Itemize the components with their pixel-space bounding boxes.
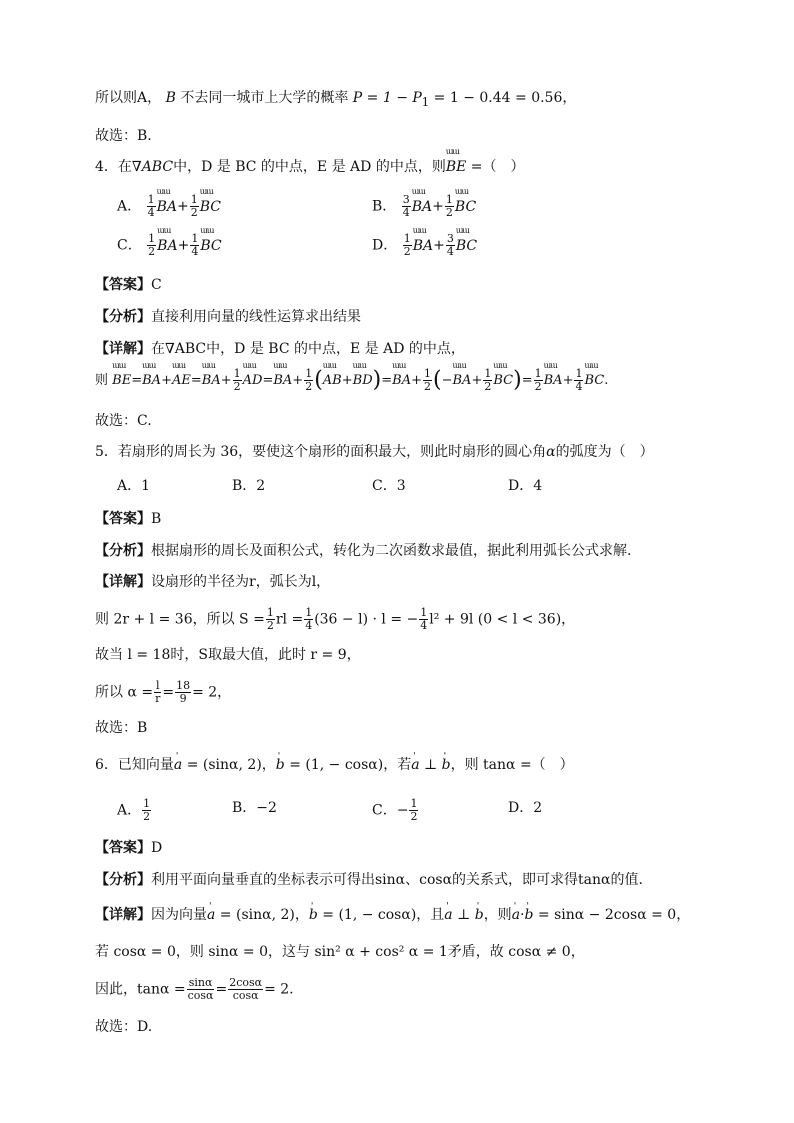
- q6-detail-a5: = sinα − 2cosα = 0，: [533, 907, 691, 923]
- vec-a: ' a: [411, 755, 419, 775]
- eq: =: [131, 373, 143, 388]
- den: 2: [148, 245, 156, 258]
- frac: [409, 798, 418, 823]
- vec: ɯɯ BA: [142, 371, 161, 391]
- frac: [304, 607, 313, 632]
- q4-opt-d-label: D．: [372, 237, 398, 254]
- den: 2: [410, 810, 418, 823]
- q4-stem-tri: ∇ABC: [131, 159, 174, 175]
- analysis-tag: 【分析】: [95, 872, 151, 888]
- q5-stem-text: 5．若扇形的周长为 36，要使这个扇形的面积最大，则此时扇形的圆心角: [95, 444, 547, 460]
- plus: +: [176, 198, 189, 215]
- q6-detail-a2: = (sinα, 2)，: [215, 907, 309, 923]
- num: 1: [266, 606, 274, 619]
- den: 4: [575, 380, 583, 393]
- prev-answer: 故选：B.: [95, 128, 152, 144]
- den: 9: [179, 692, 187, 705]
- frac: [233, 368, 242, 393]
- num: 2cosα: [229, 976, 263, 989]
- num: 1: [403, 232, 411, 245]
- detail-tag: 【详解】: [95, 341, 151, 357]
- q5-alpha-a: 所以 α =: [95, 684, 154, 701]
- answer-value: D: [151, 840, 163, 856]
- den: 4: [446, 245, 454, 258]
- prev-formula-sub: 1: [421, 94, 430, 109]
- q6-analysis: [95, 870, 643, 890]
- q4-detail: [95, 339, 465, 359]
- den: 4: [420, 619, 428, 632]
- den: cosα: [232, 989, 259, 1002]
- answer-tag: 【答案】: [95, 277, 151, 293]
- plus: +: [432, 198, 444, 215]
- analysis-text: 直接利用向量的线性运算求出结果: [151, 309, 361, 325]
- detail-tag: 【详解】: [95, 907, 151, 923]
- q6-answer: [95, 838, 162, 858]
- paren-close: ): [372, 367, 382, 393]
- vec-b: ' b: [276, 755, 285, 775]
- vec: ɯɯ BA: [413, 236, 433, 256]
- plus: +: [161, 373, 172, 388]
- q6-detail-a4: ，则: [483, 907, 512, 923]
- frac: [142, 798, 151, 823]
- answer-value: C: [151, 277, 162, 293]
- den: 2: [305, 380, 313, 393]
- frac: [423, 368, 432, 393]
- num: 1: [143, 797, 151, 810]
- vec: ɯɯ BA: [273, 371, 292, 391]
- q5-option-c: C．3: [372, 478, 406, 494]
- plus: +: [411, 373, 422, 388]
- q6-opt-c-label: C．−: [372, 802, 409, 819]
- frac: [483, 368, 492, 393]
- den: cosα: [187, 989, 214, 1002]
- q6-tan-prefix: 因此，tanα =: [95, 981, 186, 998]
- analysis-tag: 【分析】: [95, 543, 151, 559]
- detail-tag: 【详解】: [95, 574, 151, 590]
- den: 4: [147, 206, 155, 219]
- vec: ɯɯ AD: [243, 371, 263, 391]
- den: 4: [402, 206, 410, 219]
- q6-stem: [95, 755, 574, 775]
- plus: +: [341, 373, 353, 388]
- frac: [304, 368, 313, 393]
- q4-stem: [95, 157, 525, 177]
- q5-answer: [95, 509, 161, 529]
- den: 2: [403, 245, 411, 258]
- num: 1: [190, 193, 198, 206]
- plus: +: [471, 373, 483, 388]
- q4-option-a: [117, 194, 221, 219]
- frac: [147, 233, 156, 258]
- plus: +: [433, 237, 445, 254]
- q4-final-answer: 故选：C.: [95, 413, 152, 429]
- den: 2: [143, 810, 151, 823]
- q4-option-b: [372, 194, 476, 219]
- q6-stem-e: ，则 tanα =（ ）: [450, 757, 574, 773]
- q6-detail: 【详解】因为向量' a = (sinα, 2)，' b = (1, − cosα)，且' a ⊥ ' b，则' a·' b = sinα − 2cosα = 0，: [95, 905, 690, 925]
- analysis-text: 利用平面向量垂直的坐标表示可得出sinα、cosα的关系式，即可求得tanα的值.: [151, 872, 643, 888]
- q4-opt-c-label: C．: [117, 237, 142, 254]
- detail-text: 在∇ABC中，D 是 BC 的中点，E 是 AD 的中点，: [151, 341, 465, 357]
- q6-option-d: D．2: [508, 800, 543, 816]
- frac: [190, 194, 199, 219]
- q4-opt-a-label: A．: [117, 198, 142, 215]
- q5-formula-b: rl =: [275, 611, 304, 628]
- num: sinα: [187, 977, 215, 990]
- q4-option-c: [117, 233, 222, 258]
- q6-perp: ⊥: [419, 757, 442, 773]
- q6-opt-a-label: A．: [117, 802, 142, 819]
- detail-text: 设扇形的半径为r，弧长为l，: [151, 574, 331, 590]
- num: 1: [148, 232, 156, 245]
- vec: ɯɯ BA: [392, 371, 411, 391]
- eq: =: [381, 373, 393, 388]
- den: 4: [191, 245, 199, 258]
- q5-option-a: A．1: [117, 478, 151, 494]
- num: 3: [402, 193, 410, 206]
- vec: ɯɯ AE: [172, 371, 191, 391]
- q5-formula-d: l² + 9l (0 < l < 36)，: [429, 611, 576, 628]
- den: 2: [233, 380, 241, 393]
- q4-stem-c: D 是 BC 的中点，E 是 AD 的中点，则: [201, 159, 446, 175]
- q5-alpha-end: = 2，: [192, 684, 232, 701]
- q6-option-b: B．−2: [232, 800, 277, 816]
- plus: +: [177, 237, 190, 254]
- vec: ɯɯ BC: [456, 236, 477, 256]
- vec: ɯɯ BA: [157, 197, 177, 217]
- q6-tan-end: = 2.: [264, 981, 294, 998]
- vec-a: ' a: [207, 905, 215, 925]
- num: l: [155, 679, 160, 692]
- eq: =: [162, 684, 175, 701]
- frac: [574, 368, 583, 393]
- q4-analysis: [95, 307, 361, 327]
- q6-option-a: [117, 798, 152, 823]
- q4-stem-d: =（ ）: [466, 159, 525, 175]
- vec: ɯɯ BD: [353, 371, 373, 391]
- period: .: [604, 373, 609, 388]
- num: 1: [233, 367, 241, 380]
- frac: [446, 233, 455, 258]
- num: 1: [420, 606, 428, 619]
- frac: [228, 977, 263, 1002]
- vec: ɯɯ BC: [200, 236, 221, 256]
- plus: +: [220, 373, 232, 388]
- q4-derivation: [95, 368, 608, 393]
- paren-open: (: [433, 367, 442, 393]
- vec: ɯɯ BC: [584, 371, 604, 391]
- q4-opt-b-label: B．: [372, 198, 397, 215]
- q5-detail: [95, 572, 330, 592]
- q5-stem: [95, 442, 654, 462]
- vec: ɯɯ BE: [112, 371, 131, 391]
- vec: ɯɯ BA: [157, 236, 177, 256]
- q6-detail-a1: 因为向量: [151, 907, 207, 923]
- den: 2: [534, 380, 542, 393]
- prev-formula-rest: = 1 − 0.44 = 0.56，: [429, 90, 577, 106]
- vec-b: ' b: [309, 905, 318, 925]
- q5-stem-end: 的弧度为（ ）: [555, 444, 654, 460]
- den: 2: [484, 380, 492, 393]
- q6-option-c: [372, 798, 419, 823]
- analysis-text: 根据扇形的周长及面积公式，转化为二次函数求最值，据此利用弧长公式求解.: [151, 543, 632, 559]
- num: 1: [410, 797, 418, 810]
- den: 2: [266, 619, 274, 632]
- num: 18: [176, 679, 191, 692]
- den: 2: [445, 206, 453, 219]
- q6-final-answer: 故选：D.: [95, 1019, 153, 1035]
- q5-analysis: [95, 541, 631, 561]
- frac: [187, 977, 215, 1002]
- vec: ɯɯ BA: [453, 371, 472, 391]
- frac: [534, 368, 543, 393]
- vec: ɯɯ BC: [200, 197, 221, 217]
- q5-option-d: D．4: [508, 478, 543, 494]
- vec: ɯɯ AB: [323, 371, 342, 391]
- vec-b: ' b: [525, 905, 534, 925]
- den: 2: [424, 380, 431, 393]
- q5-alpha: α: [546, 444, 556, 460]
- prev-conclusion-line: [95, 88, 576, 112]
- q5-area-formula: [95, 607, 575, 632]
- den: r: [155, 692, 161, 705]
- frac: [147, 194, 156, 219]
- frac: [403, 233, 412, 258]
- answer-tag: 【答案】: [95, 511, 151, 527]
- q5-option-b: B．2: [232, 478, 266, 494]
- num: 1: [305, 367, 313, 380]
- frac: [402, 194, 411, 219]
- eq: =: [521, 373, 533, 388]
- vec-b: ' b: [475, 905, 484, 925]
- den: 2: [190, 206, 198, 219]
- answer-tag: 【答案】: [95, 840, 151, 856]
- analysis-tag: 【分析】: [95, 309, 151, 325]
- frac: [266, 607, 275, 632]
- derivation-prefix: 则: [95, 373, 109, 388]
- q5-formula-a: 则 2r + l = 36，所以 S =: [95, 611, 265, 628]
- vec-a: ' a: [512, 905, 520, 925]
- num: 1: [147, 193, 155, 206]
- q6-perp: ⊥: [452, 907, 475, 923]
- num: 1: [424, 367, 431, 380]
- prev-b-var: B: [165, 90, 181, 106]
- frac: [175, 680, 191, 705]
- q5-final-answer: 故选：B: [95, 720, 148, 736]
- q6-stem-b: = (sinα, 2)，: [182, 757, 276, 773]
- answer-value: B: [151, 511, 162, 527]
- prev-formula: P = 1 − P: [352, 90, 422, 106]
- num: 1: [305, 606, 313, 619]
- prev-text-b: 不去同一城市上大学的概率: [180, 90, 349, 106]
- paren-open: (: [314, 367, 323, 393]
- num: 1: [575, 367, 583, 380]
- prev-text-a: 所以则A，: [95, 90, 162, 106]
- q5-formula-c: (36 − l) · l = −: [314, 611, 419, 628]
- vec-a: ' a: [444, 905, 452, 925]
- den: 4: [305, 619, 313, 632]
- paren-close: ): [513, 367, 522, 393]
- vec-b: ' b: [442, 755, 451, 775]
- frac: [419, 607, 428, 632]
- q6-detail-a3: = (1, − cosα)，且: [317, 907, 445, 923]
- q4-option-d: [372, 233, 477, 258]
- plus: +: [292, 373, 304, 388]
- frac: [154, 680, 161, 705]
- q4-stem-a: 4．在: [95, 159, 132, 175]
- plus: +: [562, 373, 574, 388]
- num: 1: [484, 367, 492, 380]
- num: 3: [446, 232, 454, 245]
- frac: [445, 194, 454, 219]
- q4-answer: [95, 275, 162, 295]
- q4-stem-vector: ɯɯ BE: [446, 157, 467, 177]
- vec: ɯɯ BC: [455, 197, 476, 217]
- eq: =: [190, 373, 202, 388]
- minus: −: [441, 373, 453, 388]
- vec: ɯɯ BA: [202, 371, 221, 391]
- frac: [190, 233, 199, 258]
- vec: ɯɯ BC: [493, 371, 513, 391]
- eq: =: [262, 373, 274, 388]
- num: 1: [534, 367, 542, 380]
- num: 1: [445, 193, 453, 206]
- q6-stem-a: 6．已知向量: [95, 757, 174, 773]
- q4-stem-b: 中，: [173, 159, 202, 175]
- vec: ɯɯ BA: [544, 371, 563, 391]
- num: 1: [191, 232, 199, 245]
- q6-contradiction: 若 cosα = 0，则 sinα = 0，这与 sin² α + cos² α = 1矛盾，故 cosα ≠ 0，: [95, 944, 585, 960]
- q6-stem-c: = (1, − cosα)，若: [284, 757, 412, 773]
- q5-alpha-line: [95, 680, 231, 705]
- q6-tan-line: 因此，tanα = $\frac{\sin\alpha}{\cos\alpha}$ = $\frac{2\cos\alpha}{\cos\alpha}$ = 2.: [95, 976, 294, 1002]
- q5-max-line: 故当 l = 18时，S取最大值，此时 r = 9，: [95, 647, 361, 663]
- vec: ɯɯ BA: [412, 197, 432, 217]
- vec-a: ' a: [174, 755, 182, 775]
